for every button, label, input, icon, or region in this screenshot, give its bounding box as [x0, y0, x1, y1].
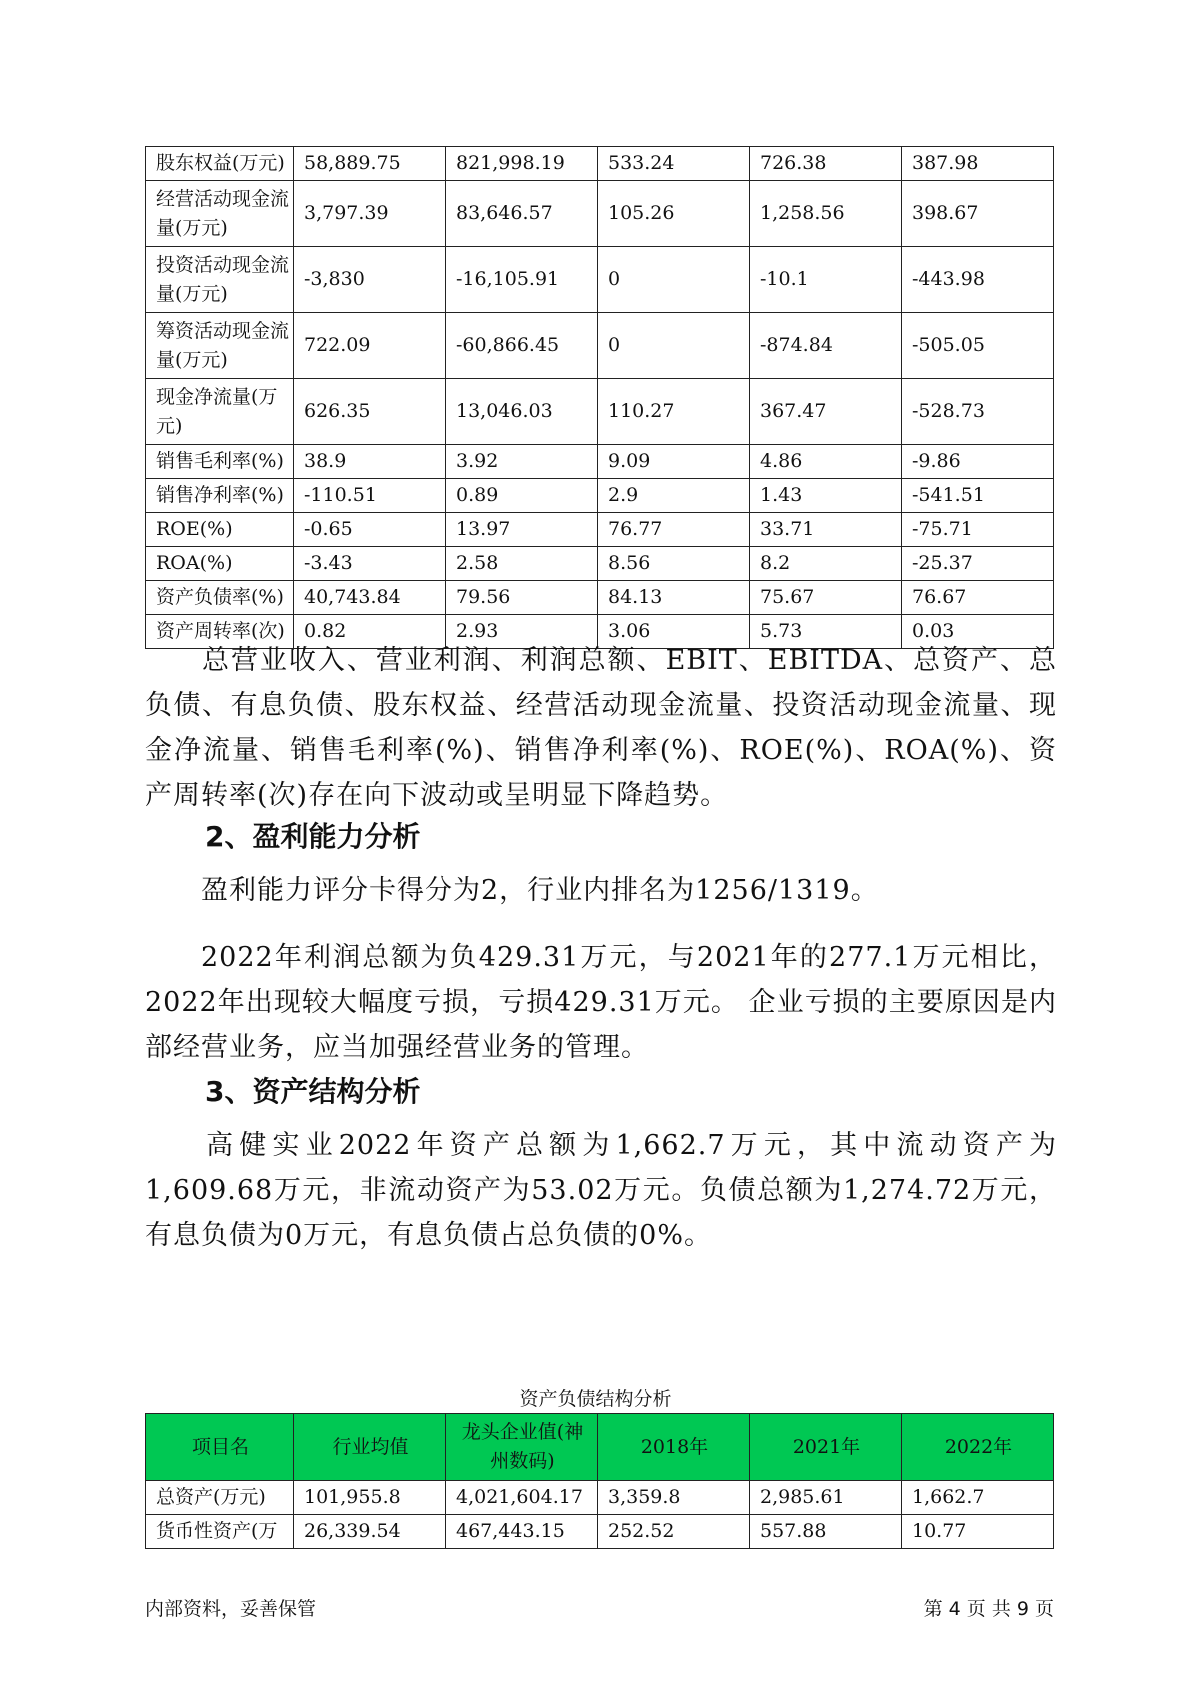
table-row: [146, 181, 1054, 247]
table-cell: 76.67: [902, 581, 1054, 615]
table-cell: 252.52: [598, 1515, 750, 1549]
row-label: 总资产(万元): [146, 1481, 294, 1515]
table-cell: 105.26: [598, 181, 750, 247]
table-cell: -3,830: [294, 247, 446, 313]
table-row: [146, 479, 1054, 513]
table-cell: 1,258.56: [750, 181, 902, 247]
table-cell: 10.77: [902, 1515, 1054, 1549]
table-cell: 38.9: [294, 445, 446, 479]
table-cell: 726.38: [750, 147, 902, 181]
table-cell: -110.51: [294, 479, 446, 513]
table-cell: 9.09: [598, 445, 750, 479]
row-label: 资产负债率(%): [146, 581, 294, 615]
table-cell: 557.88: [750, 1515, 902, 1549]
table-row: [146, 379, 1054, 445]
table-cell: 0.03: [902, 615, 1054, 649]
table-cell: -75.71: [902, 513, 1054, 547]
table-cell: 76.77: [598, 513, 750, 547]
table-cell: 4,021,604.17: [446, 1481, 598, 1515]
row-label: ROA(%): [146, 547, 294, 581]
table-cell: -25.37: [902, 547, 1054, 581]
trend-summary-paragraph: 总营业收入、营业利润、利润总额、EBIT、EBITDA、总资产、总负债、有息负债、股东权益、经营活动现金流量、投资活动现金流量、现金净流量、销售毛利率(%)、销售净利率(%)、ROE(%)、ROA(%)、资产周转率(次)存在向下波动或呈明显下降趋势。: [145, 645, 1057, 811]
row-label: 投资活动现金流量(万元): [146, 247, 294, 313]
row-label: 货币性资产(万: [146, 1515, 294, 1549]
table-cell: 2,985.61: [750, 1481, 902, 1515]
table-cell: 722.09: [294, 313, 446, 379]
table-cell: 26,339.54: [294, 1515, 446, 1549]
table-cell: 2.9: [598, 479, 750, 513]
table-cell: 1.43: [750, 479, 902, 513]
table-cell: -541.51: [902, 479, 1054, 513]
row-label: 筹资活动现金流量(万元): [146, 313, 294, 379]
table-cell: 2.93: [446, 615, 598, 649]
table-cell: 626.35: [294, 379, 446, 445]
footer-page-number: 第 4 页 共 9 页: [923, 1598, 1054, 1620]
table-row: [146, 313, 1054, 379]
column-header: 行业均值: [294, 1414, 446, 1481]
table-cell: 467,443.15: [446, 1515, 598, 1549]
table-cell: 40,743.84: [294, 581, 446, 615]
row-label: 股东权益(万元): [146, 147, 294, 181]
table-cell: 13,046.03: [446, 379, 598, 445]
table-cell: 367.47: [750, 379, 902, 445]
footer-confidential-note: 内部资料，妥善保管: [145, 1598, 317, 1620]
profit-analysis-paragraph: 2022年利润总额为负429.31万元，与2021年的277.1万元相比，2022年出现较大幅度亏损，亏损429.31万元。 企业亏损的主要原因是内部经营业务，应当加强经营业务的管理。: [145, 942, 1057, 1063]
table-cell: 83,646.57: [446, 181, 598, 247]
table-row: [146, 513, 1054, 547]
table-cell: -60,866.45: [446, 313, 598, 379]
table-cell: -3.43: [294, 547, 446, 581]
table-cell: 4.86: [750, 445, 902, 479]
row-label: 销售净利率(%): [146, 479, 294, 513]
row-label: 资产周转率(次): [146, 615, 294, 649]
table-cell: 533.24: [598, 147, 750, 181]
table-cell: 387.98: [902, 147, 1054, 181]
row-label: 经营活动现金流量(万元): [146, 181, 294, 247]
table-cell: 13.97: [446, 513, 598, 547]
table-cell: 110.27: [598, 379, 750, 445]
table-cell: 3,797.39: [294, 181, 446, 247]
table-row: [146, 1515, 1054, 1549]
asset-structure-paragraph: 高健实业2022年资产总额为1,662.7万元，其中流动资产为1,609.68万元，非流动资产为53.02万元。负债总额为1,274.72万元，有息负债为0万元，有息负债占总负债的0%。: [145, 1130, 1057, 1251]
table-row: [146, 445, 1054, 479]
row-label: ROE(%): [146, 513, 294, 547]
table-row: [146, 247, 1054, 313]
column-header: 项目名: [146, 1414, 294, 1481]
table-cell: 8.2: [750, 547, 902, 581]
table-row: [146, 547, 1054, 581]
section-heading-profitability: 2、盈利能力分析: [205, 820, 421, 853]
table-cell: 5.73: [750, 615, 902, 649]
table-cell: 2.58: [446, 547, 598, 581]
table-cell: 0.82: [294, 615, 446, 649]
table-cell: -505.05: [902, 313, 1054, 379]
column-header: 龙头企业值(神州数码): [446, 1414, 598, 1481]
row-label: 销售毛利率(%): [146, 445, 294, 479]
table-cell: -443.98: [902, 247, 1054, 313]
table-cell: 3.06: [598, 615, 750, 649]
table-cell: 58,889.75: [294, 147, 446, 181]
table-cell: 75.67: [750, 581, 902, 615]
column-header: 2018年: [598, 1414, 750, 1481]
balance-structure-table: [145, 1413, 1054, 1549]
table-cell: -528.73: [902, 379, 1054, 445]
table-cell: 398.67: [902, 181, 1054, 247]
table-cell: 84.13: [598, 581, 750, 615]
table-cell: -0.65: [294, 513, 446, 547]
table-cell: 1,662.7: [902, 1481, 1054, 1515]
table-cell: -10.1: [750, 247, 902, 313]
table-cell: 33.71: [750, 513, 902, 547]
table-header-row: [146, 1414, 1054, 1481]
table-cell: 79.56: [446, 581, 598, 615]
table-cell: 3,359.8: [598, 1481, 750, 1515]
profitability-score-paragraph: 盈利能力评分卡得分为2，行业内排名为1256/1319。: [201, 875, 879, 906]
table-cell: -16,105.91: [446, 247, 598, 313]
table-caption: 资产负债结构分析: [519, 1388, 672, 1410]
table-cell: 0.89: [446, 479, 598, 513]
table-cell: -9.86: [902, 445, 1054, 479]
table-cell: 8.56: [598, 547, 750, 581]
table-cell: 0: [598, 313, 750, 379]
table-row: [146, 1481, 1054, 1515]
table-row: [146, 147, 1054, 181]
table-cell: 3.92: [446, 445, 598, 479]
column-header: 2022年: [902, 1414, 1054, 1481]
column-header: 2021年: [750, 1414, 902, 1481]
section-heading-asset-structure: 3、资产结构分析: [205, 1075, 421, 1108]
table-cell: 101,955.8: [294, 1481, 446, 1515]
table-row: [146, 581, 1054, 615]
financial-indicators-table: [145, 146, 1054, 649]
table-cell: 821,998.19: [446, 147, 598, 181]
row-label: 现金净流量(万元): [146, 379, 294, 445]
table-cell: -874.84: [750, 313, 902, 379]
table-cell: 0: [598, 247, 750, 313]
